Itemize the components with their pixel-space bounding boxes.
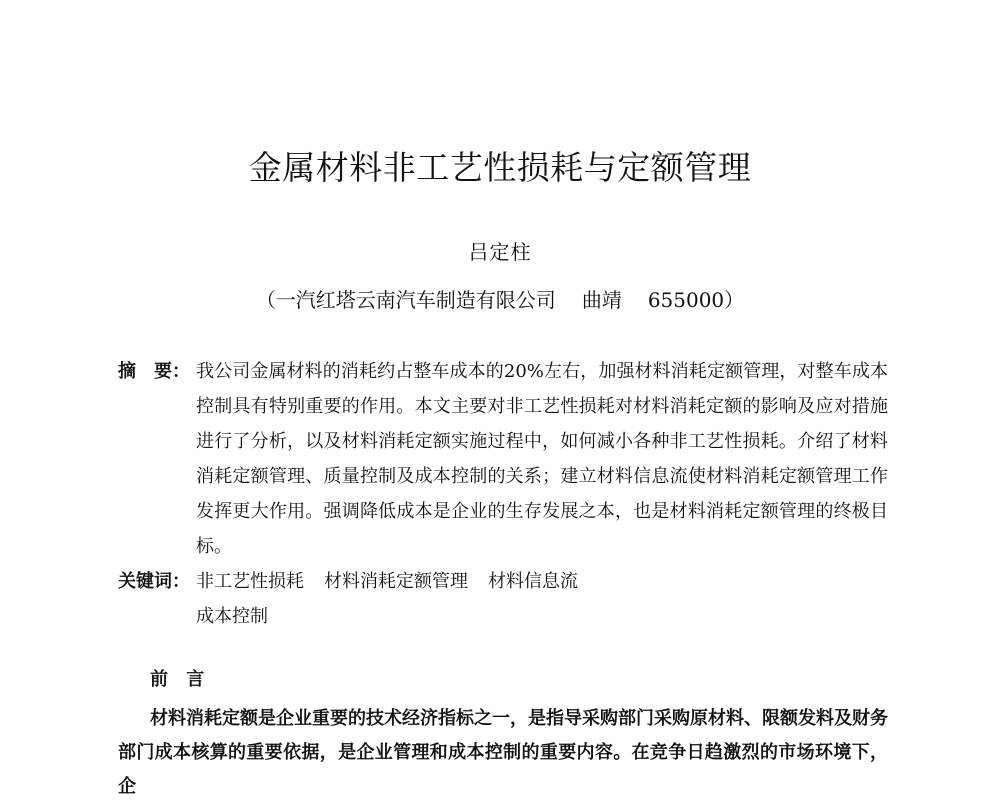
keyword-item: 非工艺性损耗 [196,571,304,592]
keywords-label: 关键词： [118,571,190,592]
paper-title: 金属材料非工艺性损耗与定额管理 [248,148,752,187]
abstract-text: 我公司金属材料的消耗约占整车成本的20%左右，加强材料消耗定额管理，对整车成本控制具有特别重要的作用。本文主要对非工艺性损耗对材料消耗定额的影响及应对措施进行了分析，以及材料消耗定额实施过程中，如何减小各种非工艺性损耗。介绍了材料消耗定额管理、质量控制及成本控制的关系；建立材料信息流使材料消耗定额管理工作发挥更大作用。强调降低成本是企业的生存发展之本，也是材料消耗定额管理的终极目标。 [196,361,888,557]
section-heading: 前 言 [150,669,211,690]
abstract-block [118,354,888,564]
abstract-label: 摘 要： [118,361,190,382]
keyword-item: 材料信息流 [488,571,578,592]
keywords-block [118,564,888,634]
keyword-item: 材料消耗定额管理 [324,571,468,592]
section-paragraph: 材料消耗定额是企业重要的技术经济指标之一，是指导采购部门采购原材料、限额发料及财务部门成本核算的重要依据，是企业管理和成本控制的重要内容。在竞争日趋激烈的市场环境下，企 [118,708,888,797]
affiliation-close-paren: ） [724,288,745,312]
author-name: 吕定柱 [468,240,532,264]
affiliation-open-paren: （ [255,288,276,312]
keyword-item: 成本控制 [196,606,268,627]
affiliation-city: 曲靖 [581,288,622,312]
affiliation-postcode: 655000 [647,288,725,312]
keywords-list [196,564,888,634]
affiliation-organization: 一汽红塔云南汽车制造有限公司 [275,288,556,312]
author-affiliation [0,286,1000,314]
